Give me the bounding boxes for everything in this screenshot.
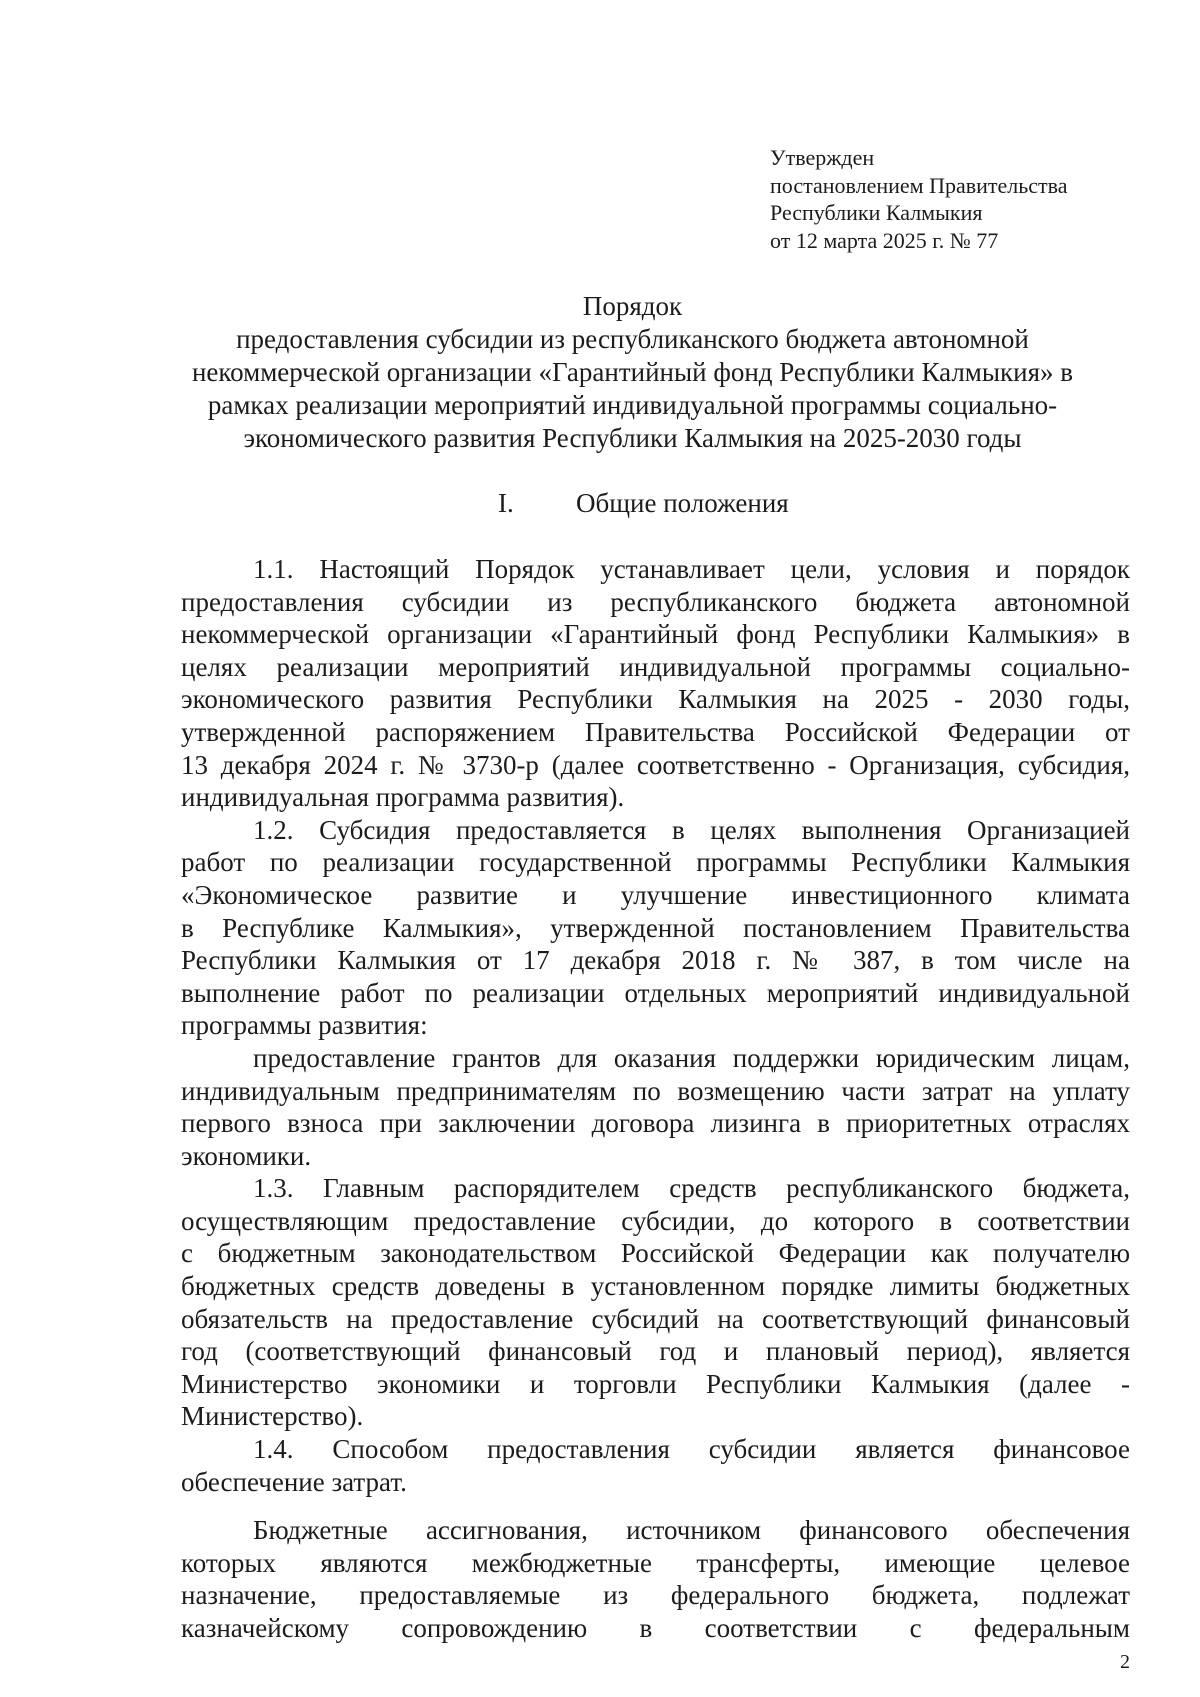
text-line: 1.1. Настоящий Порядок устанавливает цели, условия и порядок	[253, 554, 1130, 584]
text-line: Бюджетные ассигнования, источником финансового обеспечения	[253, 1515, 1130, 1546]
text-line: год (соответствующий финансовый год и плановый период), является	[181, 1336, 1130, 1367]
text-line: предоставление грантов для оказания поддержки юридическим лицам,	[253, 1042, 1130, 1073]
text-line: первого взноса при заключении договора лизинга в приоритетных отраслях	[181, 1108, 1130, 1139]
approval-line: Утвержден	[770, 145, 875, 170]
document-title	[150, 290, 1115, 455]
text-line: индивидуальным предпринимателям по возмещению части затрат на уплату	[181, 1075, 1130, 1106]
text-line: выполнение работ по реализации отдельных мероприятий индивидуальной	[181, 977, 1130, 1008]
paragraph-1-1	[181, 553, 1130, 814]
text-line: 13 декабря 2024 г. № 3730-р (далее соответственно - Организация, субсидия,	[181, 749, 1130, 780]
title-line: экономического развития Республики Калмыкия на 2025-2030 годы	[243, 423, 1022, 453]
text-line: предоставления субсидии из республиканского бюджета автономной	[181, 586, 1130, 617]
text-line: казначейскому сопровождению в соответствии с федеральным	[181, 1613, 1130, 1643]
title-heading: Порядок	[582, 291, 683, 321]
title-line: рамках реализации мероприятий индивидуальной программы социально-	[207, 390, 1058, 420]
text-line: индивидуальная программа развития).	[181, 782, 625, 813]
text-line: осуществляющим предоставление субсидии, до которого в соответствии	[181, 1205, 1130, 1236]
section-heading	[498, 487, 789, 520]
section-title: Общие положения	[576, 488, 789, 518]
text-line: 1.4. Способом предоставления субсидии является финансовое	[253, 1434, 1130, 1465]
text-line: с бюджетным законодательством Российской Федерации как получателю	[181, 1238, 1130, 1269]
paragraph-1-2	[181, 814, 1130, 1042]
text-line: обеспечение затрат.	[181, 1466, 407, 1497]
paragraph-1-4	[181, 1433, 1130, 1498]
text-line: 1.2. Субсидия предоставляется в целях выполнения Организацией	[253, 814, 1130, 845]
text-line: Республики Калмыкия от 17 декабря 2018 г. № 387, в том числе на	[181, 945, 1130, 976]
text-line: целях реализации мероприятий индивидуальной программы социально-	[181, 651, 1130, 682]
text-line: назначение, предоставляемые из федерального бюджета, подлежат	[181, 1580, 1130, 1611]
text-line: утвержденной распоряжением Правительства Российской Федерации от	[181, 716, 1130, 747]
title-line: некоммерческой организации «Гарантийный фонд Республики Калмыкия» в	[191, 357, 1074, 387]
text-line: экономического развития Республики Калмыкия на 2025 - 2030 годы,	[181, 684, 1130, 715]
text-line: обязательств на предоставление субсидий на соответствующий финансовый	[181, 1303, 1130, 1334]
text-line: Министерство экономики и торговли Республики Калмыкия (далее -	[181, 1368, 1130, 1399]
text-line: бюджетных средств доведены в установленном порядке лимиты бюджетных	[181, 1271, 1130, 1302]
text-line: работ по реализации государственной программы Республики Калмыкия	[181, 847, 1130, 878]
text-line: 1.3. Главным распорядителем средств республиканского бюджета,	[253, 1173, 1130, 1204]
paragraph-gap	[181, 1498, 1130, 1514]
approval-line: постановлением Правительства	[770, 172, 1068, 198]
text-line: которых являются межбюджетные трансферты, имеющие целевое	[181, 1547, 1130, 1578]
text-line: «Экономическое развитие и улучшение инвестиционного климата	[181, 879, 1130, 910]
approval-line: Республики Калмыкия	[770, 200, 983, 225]
document-body	[181, 553, 1130, 1645]
approval-line: от 12 марта 2025 г. № 77	[770, 227, 999, 253]
text-line: программы развития:	[181, 1010, 428, 1041]
section-number: I.	[498, 488, 514, 518]
text-line: Министерство).	[181, 1401, 364, 1432]
approval-stamp-block	[770, 144, 1068, 254]
paragraph-1-2-item	[181, 1042, 1130, 1172]
title-line: предоставления субсидии из республиканского бюджета автономной	[236, 324, 1029, 354]
paragraph-1-3	[181, 1172, 1130, 1433]
paragraph-budget	[181, 1514, 1130, 1644]
text-line: некоммерческой организации «Гарантийный фонд Республики Калмыкия» в	[181, 619, 1130, 650]
page-number: 2	[1120, 1651, 1130, 1673]
text-line: в Республике Калмыкия», утвержденной постановлением Правительства	[181, 912, 1130, 943]
text-line: экономики.	[181, 1140, 312, 1171]
